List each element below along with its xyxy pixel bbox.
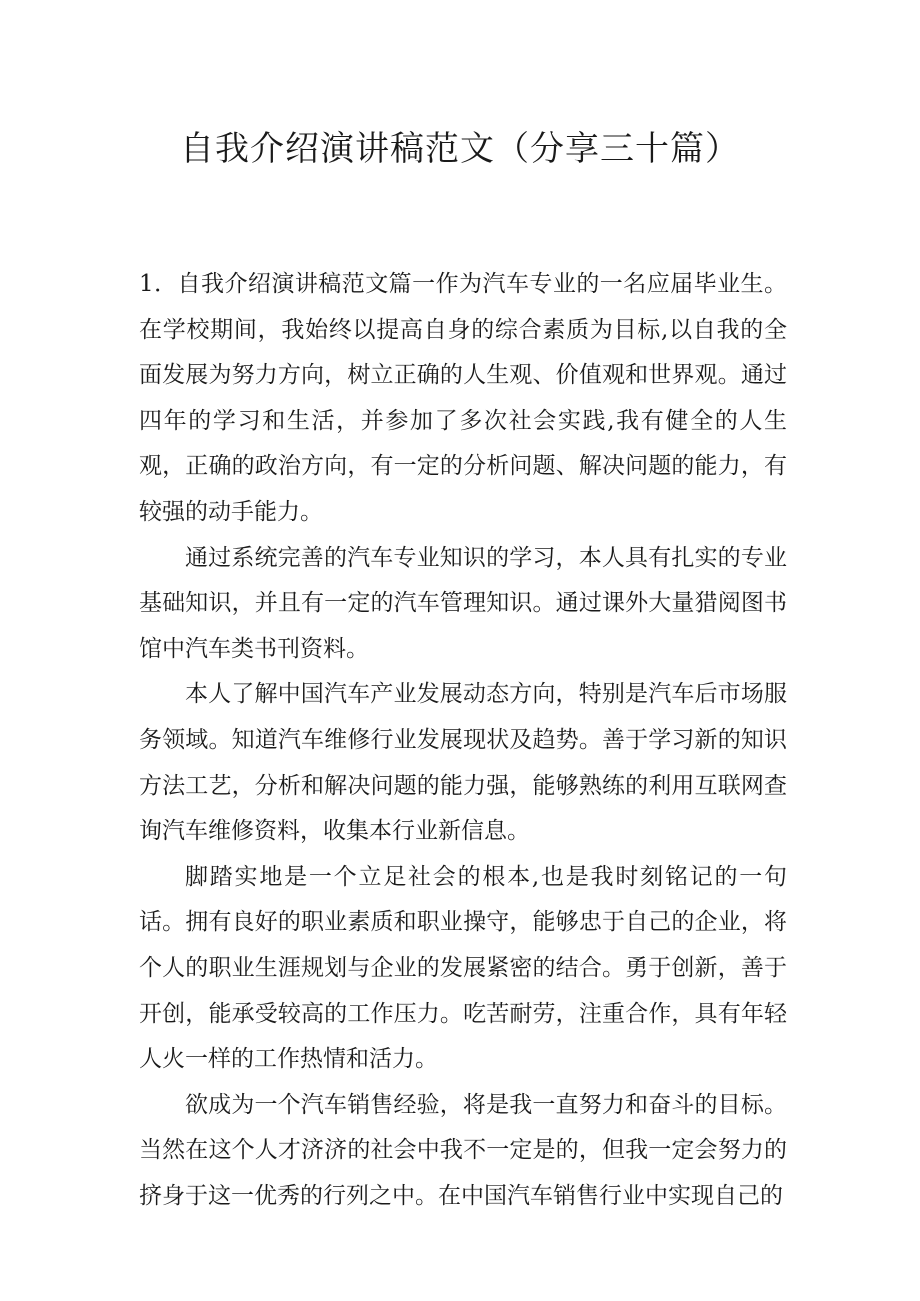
paragraph-5: 欲成为一个汽车销售经验，将是我一直努力和奋斗的目标。当然在这个人才济济的社会中我不一定是的，但我一定会努力的挤身于这一优秀的行列之中。在中国汽车销售行业中实现自己的 [139,1091,787,1209]
paragraph-4: 脚踏实地是一个立足社会的根本,也是我时刻铭记的一句话。拥有良好的职业素质和职业操守，能够忠于自己的企业，将个人的职业生涯规划与企业的发展紧密的结合。勇于创新，善于开创，能承受较高的工作压力。吃苦耐劳，注重合作，具有年轻人火一样的工作热情和活力。 [139,863,787,1073]
paragraph-1: 1．自我介绍演讲稿范文篇一作为汽车专业的一名应届毕业生。在学校期间，我始终以提高自身的综合素质为目标,以自我的全面发展为努力方向，树立正确的人生观、价值观和世界观。通过四年的学习和生活，并参加了多次社会实践,我有健全的人生观，正确的政治方向，有一定的分析问题、解决问题的能力，有较强的动手能力。 [139,271,787,525]
document-body [139,262,787,1219]
document-title: 自我介绍演讲稿范文（分享三十篇） [180,129,740,169]
paragraph-3: 本人了解中国汽车产业发展动态方向，特别是汽车后市场服务领域。知道汽车维修行业发展现状及趋势。善于学习新的知识方法工艺，分析和解决问题的能力强，能够熟练的利用互联网查询汽车维修资料，收集本行业新信息。 [139,681,787,845]
paragraph-2: 通过系统完善的汽车专业知识的学习，本人具有扎实的专业基础知识，并且有一定的汽车管理知识。通过课外大量猎阅图书馆中汽车类书刊资料。 [139,544,787,662]
